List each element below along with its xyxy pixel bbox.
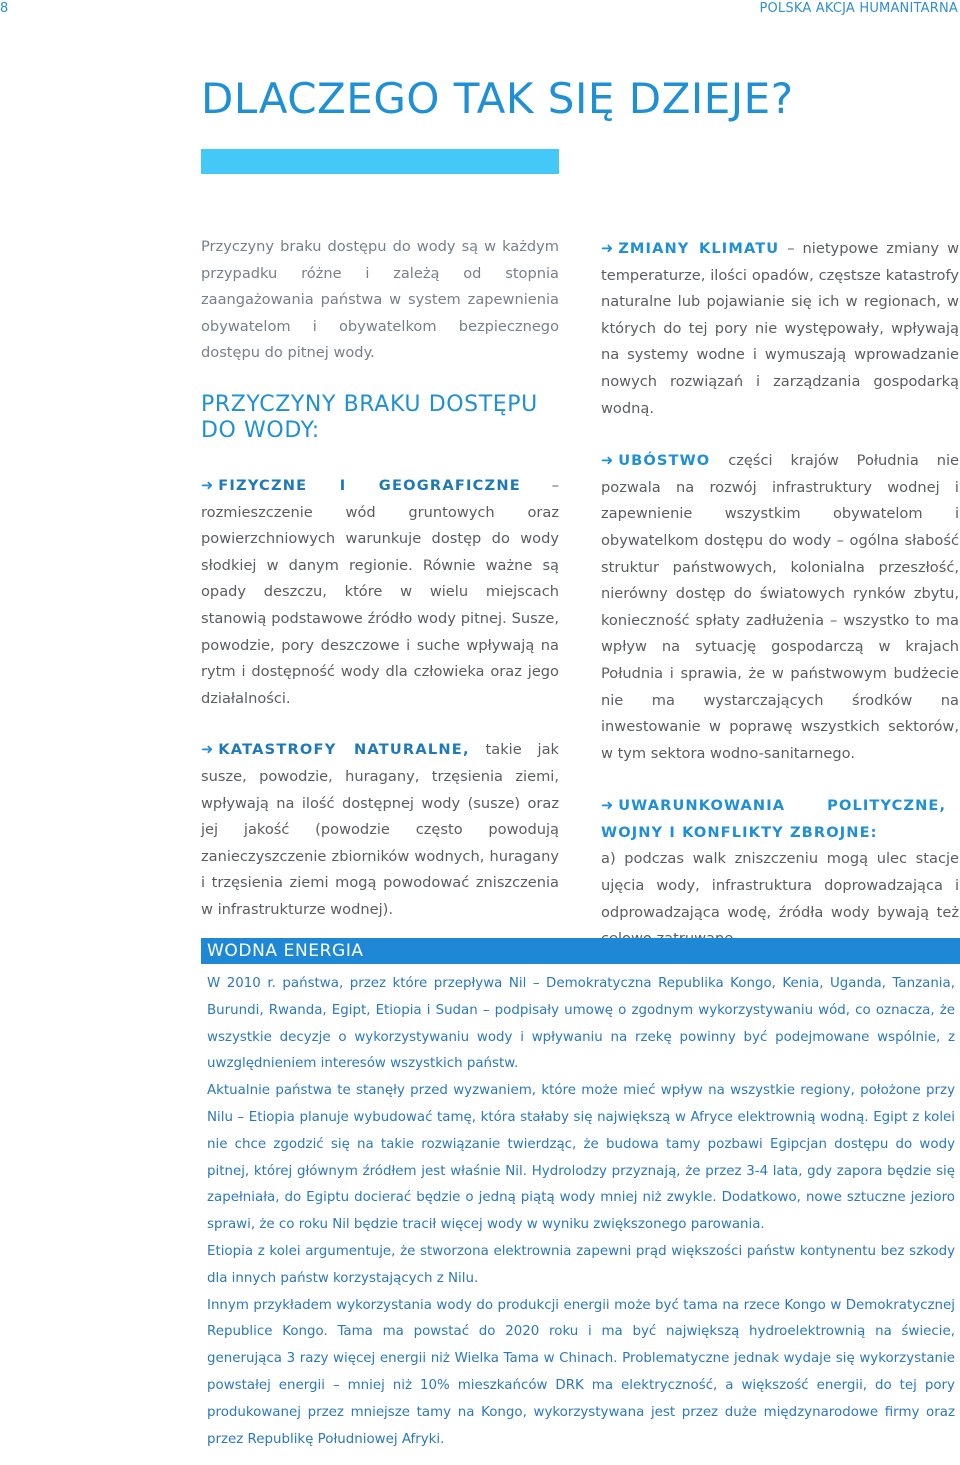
cause-poverty	[601, 448, 959, 767]
box-body	[207, 971, 955, 1453]
arrow-right-icon: ➜	[601, 240, 614, 257]
cause-climate-change	[601, 236, 959, 422]
cause-political	[601, 793, 959, 953]
cause-title-part1: UWARUNKOWANIA	[618, 797, 786, 815]
cause-title-line2: WOJNY I KONFLIKTY ZBROJNE:	[601, 823, 878, 841]
cause-text: – nietypowe zmiany w temperaturze, ilości opadów, częstsze katastrofy naturalne lub pojawianie się ich w regionach, w których do tej pory nie występowały, wpływają na systemy wodne i wymuszają wprowadzanie nowych rozwiązań i zarządzania gospodarką wodną.	[601, 240, 960, 417]
cause-text: a) podczas walk zniszczeniu mogą ulec stacje ujęcia wody, infrastruktura doprowadzająca i odprowadzająca wodę, źródła wody bywają też	[601, 850, 959, 921]
cause-title: UBÓSTWO	[618, 452, 711, 470]
page-title: DLACZEGO TAK SIĘ DZIEJE?	[201, 74, 794, 123]
box-paragraph: Aktualnie państwa te stanęły przed wyzwaniem, które może mieć wpływ na wszystkie regiony, położone przy Nilu – Etiopia planuje wybudować tamę, która stałaby się największą w Afryce elektrownią wodną. Egipt z kolei nie chce zgodzić się na takie rozwiązanie twierdząc, że budowa tamy pozbawi Egipcjan dostępu do wody pitnej, której głównym źródłem jest właśnie Nil. Hydrolodzy przyznają, że przez 3-4 lata, gdy zapora będzie się zapełniała, do Egiptu docierać będzie o jedną piątą wody mniej niż zwykle. Dodatkowo, nowe sztuczne jezioro sprawi, że co roku Nil będzie tracił więcej wody w wyniku zwiększonego parowania.	[207, 1083, 955, 1233]
box-paragraph: Innym przykładem wykorzystania wody do produkcji energii może być tama na rzece Kongo w Demokratycznej Republice Kongo. Tama ma powstać do 2020 roku i ma być największą hydroelektrownią na świecie, generująca 3 razy więcej energii niż Wielka Tama w Chinach. Problematyczne jednak wydaje się wykorzystanie powstałej energii – mniej niż 10% mieszkańców DRK ma elektryczność, a większość energii, do tej pory produkowanej przez mniejsze tamy na Kongo, wykorzystywana jest przez duże międzynarodowe firmy oraz przez Republikę Południowej Afryki.	[207, 1297, 955, 1447]
causes-left-column	[201, 473, 559, 949]
cause-title: FIZYCZNE I GEOGRAFICZNE	[218, 477, 521, 494]
arrow-right-icon: ➜	[601, 452, 614, 470]
running-header: POLSKA AKCJA HUMANITARNA	[759, 1, 958, 16]
box-paragraph: W 2010 r. państwa, przez które przepływa Nil – Demokratyczna Republika Kongo, Kenia, Uganda, Tanzania, Burundi, Rwanda, Egipt, Etiopia i Sudan – podpisały umowę o zgodnym wykorzystywaniu wód, co oznacza, że wszystkie decyzje o wykorzystywaniu wody i wpływaniu na rzekę powinny być podejmowane wspólnie, z uwzględnieniem interesów wszystkich państw.	[207, 976, 955, 1072]
cause-physical-geographic	[201, 473, 559, 712]
causes-right-column	[601, 236, 959, 953]
cause-natural-disasters	[201, 737, 559, 923]
cause-title: KATASTROFY NATURALNE,	[218, 741, 470, 759]
arrow-right-icon: ➜	[601, 797, 614, 815]
box-paragraph: Etiopia z kolei argumentuje, że stworzona elektrownia zapewni prąd większości państw kontynentu bez szkody dla innych państw korzystających z Nilu.	[207, 1243, 955, 1286]
title-underline-bar	[201, 149, 559, 174]
section-subheading: PRZYCZYNY BRAKU DOSTĘPU DO WODY:	[201, 392, 538, 443]
cause-text: części krajów Południa nie pozwala na rozwój infrastruktury wodnej i zapewnienie wszystkim obywatelom i obywatelkom dostępu do wody – ogólna słabość struktur państwowych, kolonialna przeszłość, nierówny dostęp do światowych rynków zbytu, konieczność spłaty zadłużenia – wszystko to ma wpływ na sytuację gospodarczą w krajach Południa i sprawia, że w państwowym budżecie nie ma wystarczających środków na inwestowanie w poprawę wszystkich sektorów, w tym sektora wodno-sanitarnego.	[601, 452, 959, 762]
intro-paragraph: Przyczyny braku dostępu do wody są w każdym przypadku różne i zależą od stopnia zaangażowania państwa w system zapewnienia obywatelom i obywatelkom bezpiecznego dostępu do pitnej wody.	[201, 238, 559, 362]
cause-text: – rozmieszczenie wód gruntowych oraz powierzchniowych warunkuje dostęp do wody słodkiej w danym regionie. Równie ważne są opady deszczu, które w wielu miejscach stanowią podstawowe źródło wody pitnej. Susze, powodzie, pory deszczowe i suche wpływają na rytm i dostępność wody dla człowieka oraz jego działalności.	[201, 477, 560, 707]
page-number: 8	[0, 1, 9, 16]
arrow-right-icon: ➜	[201, 477, 214, 494]
box-title: WODNA ENERGIA	[207, 941, 364, 961]
cause-title: ZMIANY KLIMATU	[618, 240, 780, 257]
cause-title-part2: POLITYCZNE,	[827, 797, 947, 815]
cause-text: takie jak susze, powodzie, huragany, trzęsienia ziemi, wpływają na ilość dostępnej wody (susze) oraz jej jakość (powodzie często powodują zanieczyszczenie zbiorników wodnych, huragany i trzęsienia ziemi mogą powodować zniszczenia w infrastrukturze wodnej).	[201, 741, 559, 918]
arrow-right-icon: ➜	[201, 741, 214, 759]
box-header	[201, 938, 960, 964]
